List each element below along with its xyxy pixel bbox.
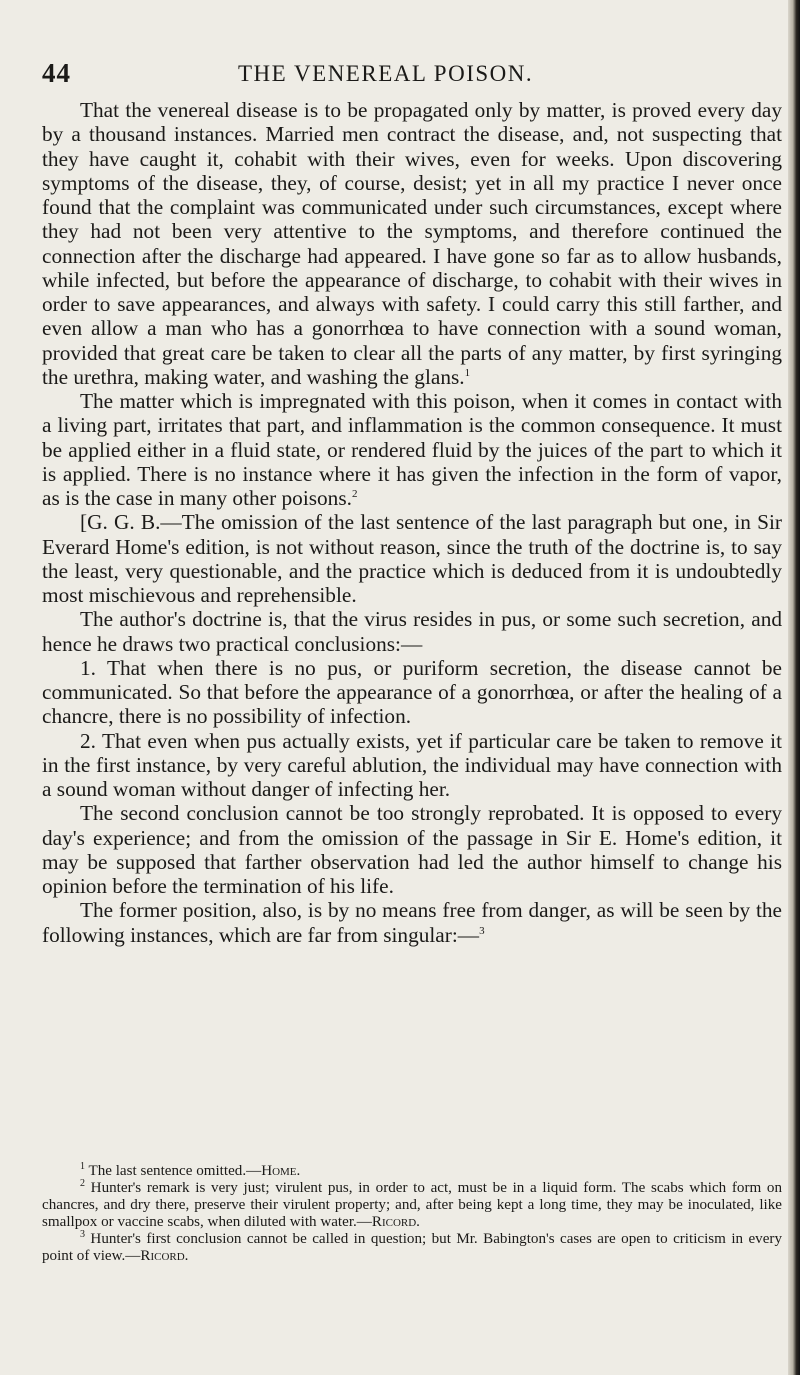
running-head: THE VENEREAL POISON. (238, 61, 534, 86)
paragraph: The former position, also, is by no means free from danger, as will be seen by the following instances, which are far from singular:—$^3$ (42, 898, 782, 947)
footnote: $^1$ The last sentence omitted.—Home. (80, 1161, 301, 1179)
footnote-ref: 3 (479, 924, 485, 937)
page-number: 44 (42, 58, 71, 88)
footnote-source: Home. (261, 1163, 301, 1179)
page-edge-shadow (788, 0, 800, 1375)
footnote-mark: 2 (80, 1178, 85, 1189)
paragraph: The second conclusion cannot be too strongly reprobated. It is opposed to every day's experience; and from the omission of the passage in Sir E. Home's edition, it may be supposed that farther observation had led the author himself to change his opinion before the termination of his life. (42, 801, 782, 898)
paragraph: [G. G. B.—The omission of the last sentence of the last paragraph but one, in Sir Everard Home's edition, is not without reason, since the truth of the doctrine is, to say the least, very questionable, and the practice which is deduced from it is undoubtedly most mischievous and reprehensible. (42, 510, 782, 607)
paragraph: The matter which is impregnated with this poison, when it comes in contact with a living part, irritates that part, and inflammation is the common consequence. It must be applied either in a fluid state, or rendered fluid by the juices of the part to which it is applied. There is no instance where it has given the infection in the form of vapor, as is the case in many other poisons.$^2$ (42, 389, 782, 510)
body-text (42, 98, 782, 947)
paragraph: The author's doctrine is, that the virus resides in pus, or some such secretion, and hence he draws two practical conclusions:— (42, 607, 782, 656)
paragraph: That the venereal disease is to be propagated only by matter, is proved every day by a thousand instances. Married men contract the disease, and, not suspecting that they have caught it, cohabit with their wives, even for weeks. Upon discovering symptoms of the disease, they, of course, desist; yet in all my practice I never once found that the complaint was communicated under such circumstances, except where they had not been very attentive to the symptoms, and therefore continued the connection after the discharge had appeared. I have gone so far as to allow husbands, while infected, but before the appearance of discharge, to cohabit with their wives in order to save appearances, and always with safety. I could carry this still farther, and even allow a man who has a gonorrhœa to have connection with a sound woman, provided that great care be taken to clear all the parts of any matter, by first syringing the urethra, making water, and washing the glans.$^1$ (42, 98, 782, 389)
page-header (42, 58, 782, 88)
footnote-ref: 2 (351, 488, 358, 500)
footnote-mark: 1 (80, 1161, 85, 1172)
footnote: $^3$ Hunter's first conclusion cannot be called in question; but Mr. Babington's cases are open to criticism in every point of view.—Ricord. (42, 1229, 782, 1264)
list-item: 1. That when there is no pus, or puriform secretion, the disease cannot be communicated. So that before the appearance of a gonorrhœa, or after the healing of a chancre, there is no possibility of infection. (42, 655, 782, 729)
footnote-source: Ricord. (140, 1248, 189, 1264)
footnote-ref: 1 (464, 366, 471, 379)
footnote: $^2$ Hunter's remark is very just; virulent pus, in order to act, must be in a liquid form. The scabs which form on chancres, and dry there, preserve their virulent property; and, after being kept a long time, they may be inoculated, like smallpox or vaccine scabs, when diluted with water.—Ricord. (42, 1178, 782, 1230)
list-item: 2. That even when pus actually exists, yet if particular care be taken to remove it in the first instance, by very careful ablution, the individual may have connection with a sound woman without danger of infecting her. (42, 728, 782, 801)
footnote-mark: 3 (80, 1229, 85, 1240)
footnote-source: Ricord. (371, 1214, 420, 1230)
footnotes (42, 1163, 782, 1265)
